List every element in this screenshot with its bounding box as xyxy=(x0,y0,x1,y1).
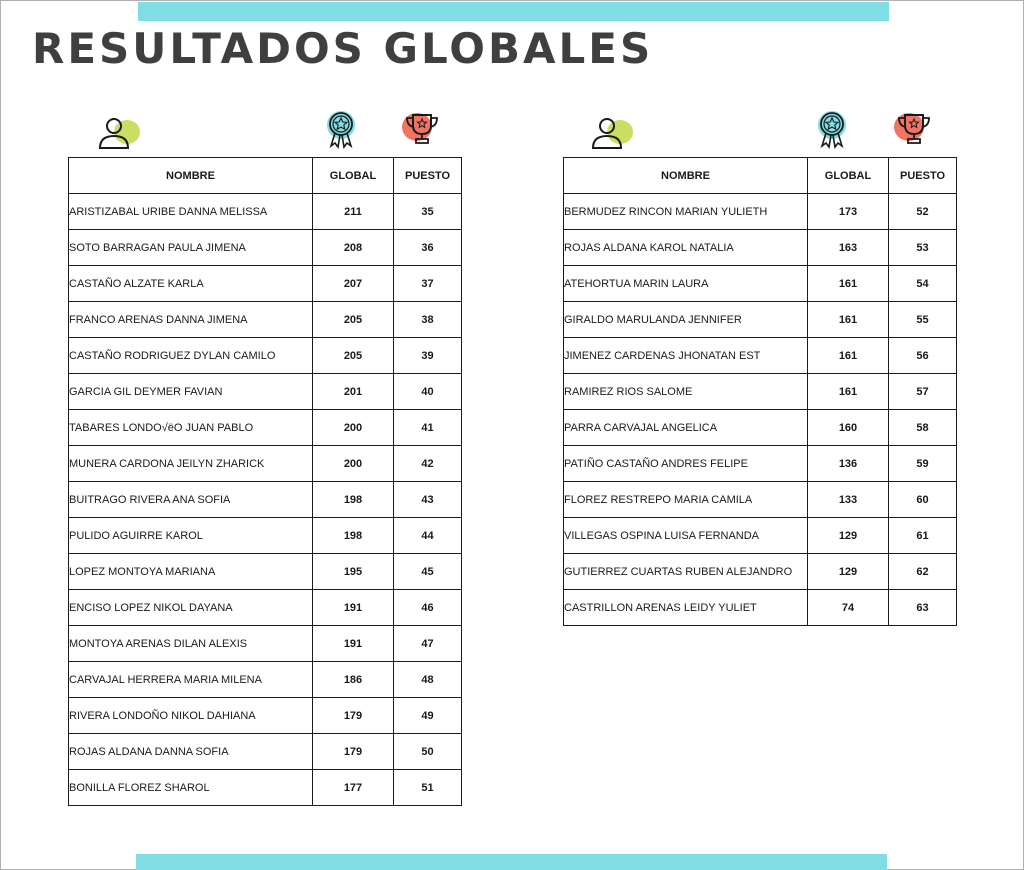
table-row xyxy=(564,266,957,302)
cell-puesto: 51 xyxy=(394,770,462,806)
cell-global: 173 xyxy=(808,194,889,230)
cell-global: 74 xyxy=(808,590,889,626)
table-row xyxy=(69,770,462,806)
cell-global: 177 xyxy=(313,770,394,806)
cell-global: 208 xyxy=(313,230,394,266)
table-row xyxy=(564,410,957,446)
table-row xyxy=(69,338,462,374)
cell-nombre: CARVAJAL HERRERA MARIA MILENA xyxy=(69,662,313,698)
cell-nombre: GIRALDO MARULANDA JENNIFER xyxy=(564,302,808,338)
table-row xyxy=(564,194,957,230)
cell-puesto: 62 xyxy=(889,554,957,590)
cell-global: 161 xyxy=(808,266,889,302)
table-header-row xyxy=(69,158,462,194)
cell-nombre: PARRA CARVAJAL ANGELICA xyxy=(564,410,808,446)
header-puesto: PUESTO xyxy=(889,158,957,194)
cell-nombre: CASTAÑO ALZATE KARLA xyxy=(69,266,313,302)
results-table-left xyxy=(68,157,462,806)
table-row xyxy=(69,266,462,302)
cell-global: 136 xyxy=(808,446,889,482)
cell-nombre: CASTAÑO RODRIGUEZ DYLAN CAMILO xyxy=(69,338,313,374)
cell-nombre: PULIDO AGUIRRE KAROL xyxy=(69,518,313,554)
table-row xyxy=(69,698,462,734)
cell-nombre: JIMENEZ CARDENAS JHONATAN EST xyxy=(564,338,808,374)
cell-nombre: ATEHORTUA MARIN LAURA xyxy=(564,266,808,302)
cell-puesto: 45 xyxy=(394,554,462,590)
cell-global: 205 xyxy=(313,302,394,338)
cell-puesto: 43 xyxy=(394,482,462,518)
cell-global: 129 xyxy=(808,554,889,590)
cell-global: 200 xyxy=(313,446,394,482)
cell-puesto: 58 xyxy=(889,410,957,446)
cell-nombre: LOPEZ MONTOYA MARIANA xyxy=(69,554,313,590)
cell-nombre: FRANCO ARENAS DANNA JIMENA xyxy=(69,302,313,338)
cell-nombre: BONILLA FLOREZ SHAROL xyxy=(69,770,313,806)
cell-global: 195 xyxy=(313,554,394,590)
header-puesto: PUESTO xyxy=(394,158,462,194)
table-row xyxy=(564,590,957,626)
table-row xyxy=(69,590,462,626)
table-row xyxy=(69,230,462,266)
cell-global: 207 xyxy=(313,266,394,302)
cell-global: 186 xyxy=(313,662,394,698)
cell-global: 161 xyxy=(808,302,889,338)
cell-global: 179 xyxy=(313,698,394,734)
cell-global: 133 xyxy=(808,482,889,518)
cell-puesto: 59 xyxy=(889,446,957,482)
cell-puesto: 35 xyxy=(394,194,462,230)
table-row xyxy=(69,626,462,662)
table-row xyxy=(69,518,462,554)
cell-nombre: RAMIREZ RIOS SALOME xyxy=(564,374,808,410)
person-icon xyxy=(97,112,141,152)
cell-puesto: 39 xyxy=(394,338,462,374)
cell-nombre: BERMUDEZ RINCON MARIAN YULIETH xyxy=(564,194,808,230)
cell-puesto: 38 xyxy=(394,302,462,338)
cell-puesto: 46 xyxy=(394,590,462,626)
cell-nombre: VILLEGAS OSPINA LUISA FERNANDA xyxy=(564,518,808,554)
cell-global: 198 xyxy=(313,482,394,518)
cell-nombre: SOTO BARRAGAN PAULA JIMENA xyxy=(69,230,313,266)
cell-nombre: ENCISO LOPEZ NIKOL DAYANA xyxy=(69,590,313,626)
cell-nombre: BUITRAGO RIVERA ANA SOFIA xyxy=(69,482,313,518)
cell-puesto: 57 xyxy=(889,374,957,410)
table-row xyxy=(69,482,462,518)
cell-puesto: 44 xyxy=(394,518,462,554)
table-row xyxy=(69,734,462,770)
person-icon xyxy=(590,112,634,152)
cell-global: 211 xyxy=(313,194,394,230)
table-row xyxy=(69,410,462,446)
table-row xyxy=(69,302,462,338)
table-row xyxy=(564,482,957,518)
cell-nombre: CASTRILLON ARENAS LEIDY YULIET xyxy=(564,590,808,626)
cell-nombre: MUNERA CARDONA JEILYN ZHARICK xyxy=(69,446,313,482)
cell-puesto: 40 xyxy=(394,374,462,410)
cell-puesto: 49 xyxy=(394,698,462,734)
cell-puesto: 61 xyxy=(889,518,957,554)
cell-global: 198 xyxy=(313,518,394,554)
cell-puesto: 48 xyxy=(394,662,462,698)
cell-nombre: FLOREZ RESTREPO MARIA CAMILA xyxy=(564,482,808,518)
cell-global: 205 xyxy=(313,338,394,374)
table-row xyxy=(69,446,462,482)
cell-nombre: ROJAS ALDANA KAROL NATALIA xyxy=(564,230,808,266)
cell-global: 160 xyxy=(808,410,889,446)
table-row xyxy=(564,374,957,410)
cell-puesto: 63 xyxy=(889,590,957,626)
top-accent-band xyxy=(138,2,889,21)
cell-puesto: 56 xyxy=(889,338,957,374)
bottom-accent-band xyxy=(136,854,887,870)
cell-nombre: MONTOYA ARENAS DILAN ALEXIS xyxy=(69,626,313,662)
cell-nombre: PATIÑO CASTAÑO ANDRES FELIPE xyxy=(564,446,808,482)
header-global: GLOBAL xyxy=(313,158,394,194)
table-row xyxy=(564,302,957,338)
cell-puesto: 60 xyxy=(889,482,957,518)
cell-nombre: GUTIERREZ CUARTAS RUBEN ALEJANDRO xyxy=(564,554,808,590)
award-ribbon-icon xyxy=(811,109,855,149)
table-row xyxy=(564,518,957,554)
table-row xyxy=(564,446,957,482)
cell-nombre: RIVERA LONDOÑO NIKOL DAHIANA xyxy=(69,698,313,734)
cell-global: 191 xyxy=(313,590,394,626)
table-row xyxy=(69,554,462,590)
cell-nombre: ARISTIZABAL URIBE DANNA MELISSA xyxy=(69,194,313,230)
cell-nombre: TABARES LONDO√ëO JUAN PABLO xyxy=(69,410,313,446)
cell-global: 129 xyxy=(808,518,889,554)
table-body xyxy=(69,194,462,806)
cell-global: 191 xyxy=(313,626,394,662)
cell-puesto: 55 xyxy=(889,302,957,338)
header-nombre: NOMBRE xyxy=(69,158,313,194)
cell-puesto: 47 xyxy=(394,626,462,662)
cell-global: 161 xyxy=(808,374,889,410)
trophy-icon xyxy=(892,109,936,149)
cell-global: 163 xyxy=(808,230,889,266)
cell-nombre: ROJAS ALDANA DANNA SOFIA xyxy=(69,734,313,770)
cell-puesto: 52 xyxy=(889,194,957,230)
cell-global: 179 xyxy=(313,734,394,770)
header-global: GLOBAL xyxy=(808,158,889,194)
trophy-icon xyxy=(400,109,444,149)
cell-global: 161 xyxy=(808,338,889,374)
cell-puesto: 53 xyxy=(889,230,957,266)
header-nombre: NOMBRE xyxy=(564,158,808,194)
table-row xyxy=(69,194,462,230)
cell-nombre: GARCIA GIL DEYMER FAVIAN xyxy=(69,374,313,410)
cell-puesto: 36 xyxy=(394,230,462,266)
table-header-row xyxy=(564,158,957,194)
cell-puesto: 54 xyxy=(889,266,957,302)
table-row xyxy=(564,230,957,266)
table-body xyxy=(564,194,957,626)
table-row xyxy=(69,374,462,410)
cell-puesto: 42 xyxy=(394,446,462,482)
cell-global: 200 xyxy=(313,410,394,446)
award-ribbon-icon xyxy=(320,109,364,149)
cell-puesto: 37 xyxy=(394,266,462,302)
page-title: RESULTADOS GLOBALES xyxy=(32,24,654,73)
cell-puesto: 50 xyxy=(394,734,462,770)
cell-puesto: 41 xyxy=(394,410,462,446)
results-table-right xyxy=(563,157,957,626)
table-row xyxy=(564,554,957,590)
table-row xyxy=(564,338,957,374)
cell-global: 201 xyxy=(313,374,394,410)
table-row xyxy=(69,662,462,698)
